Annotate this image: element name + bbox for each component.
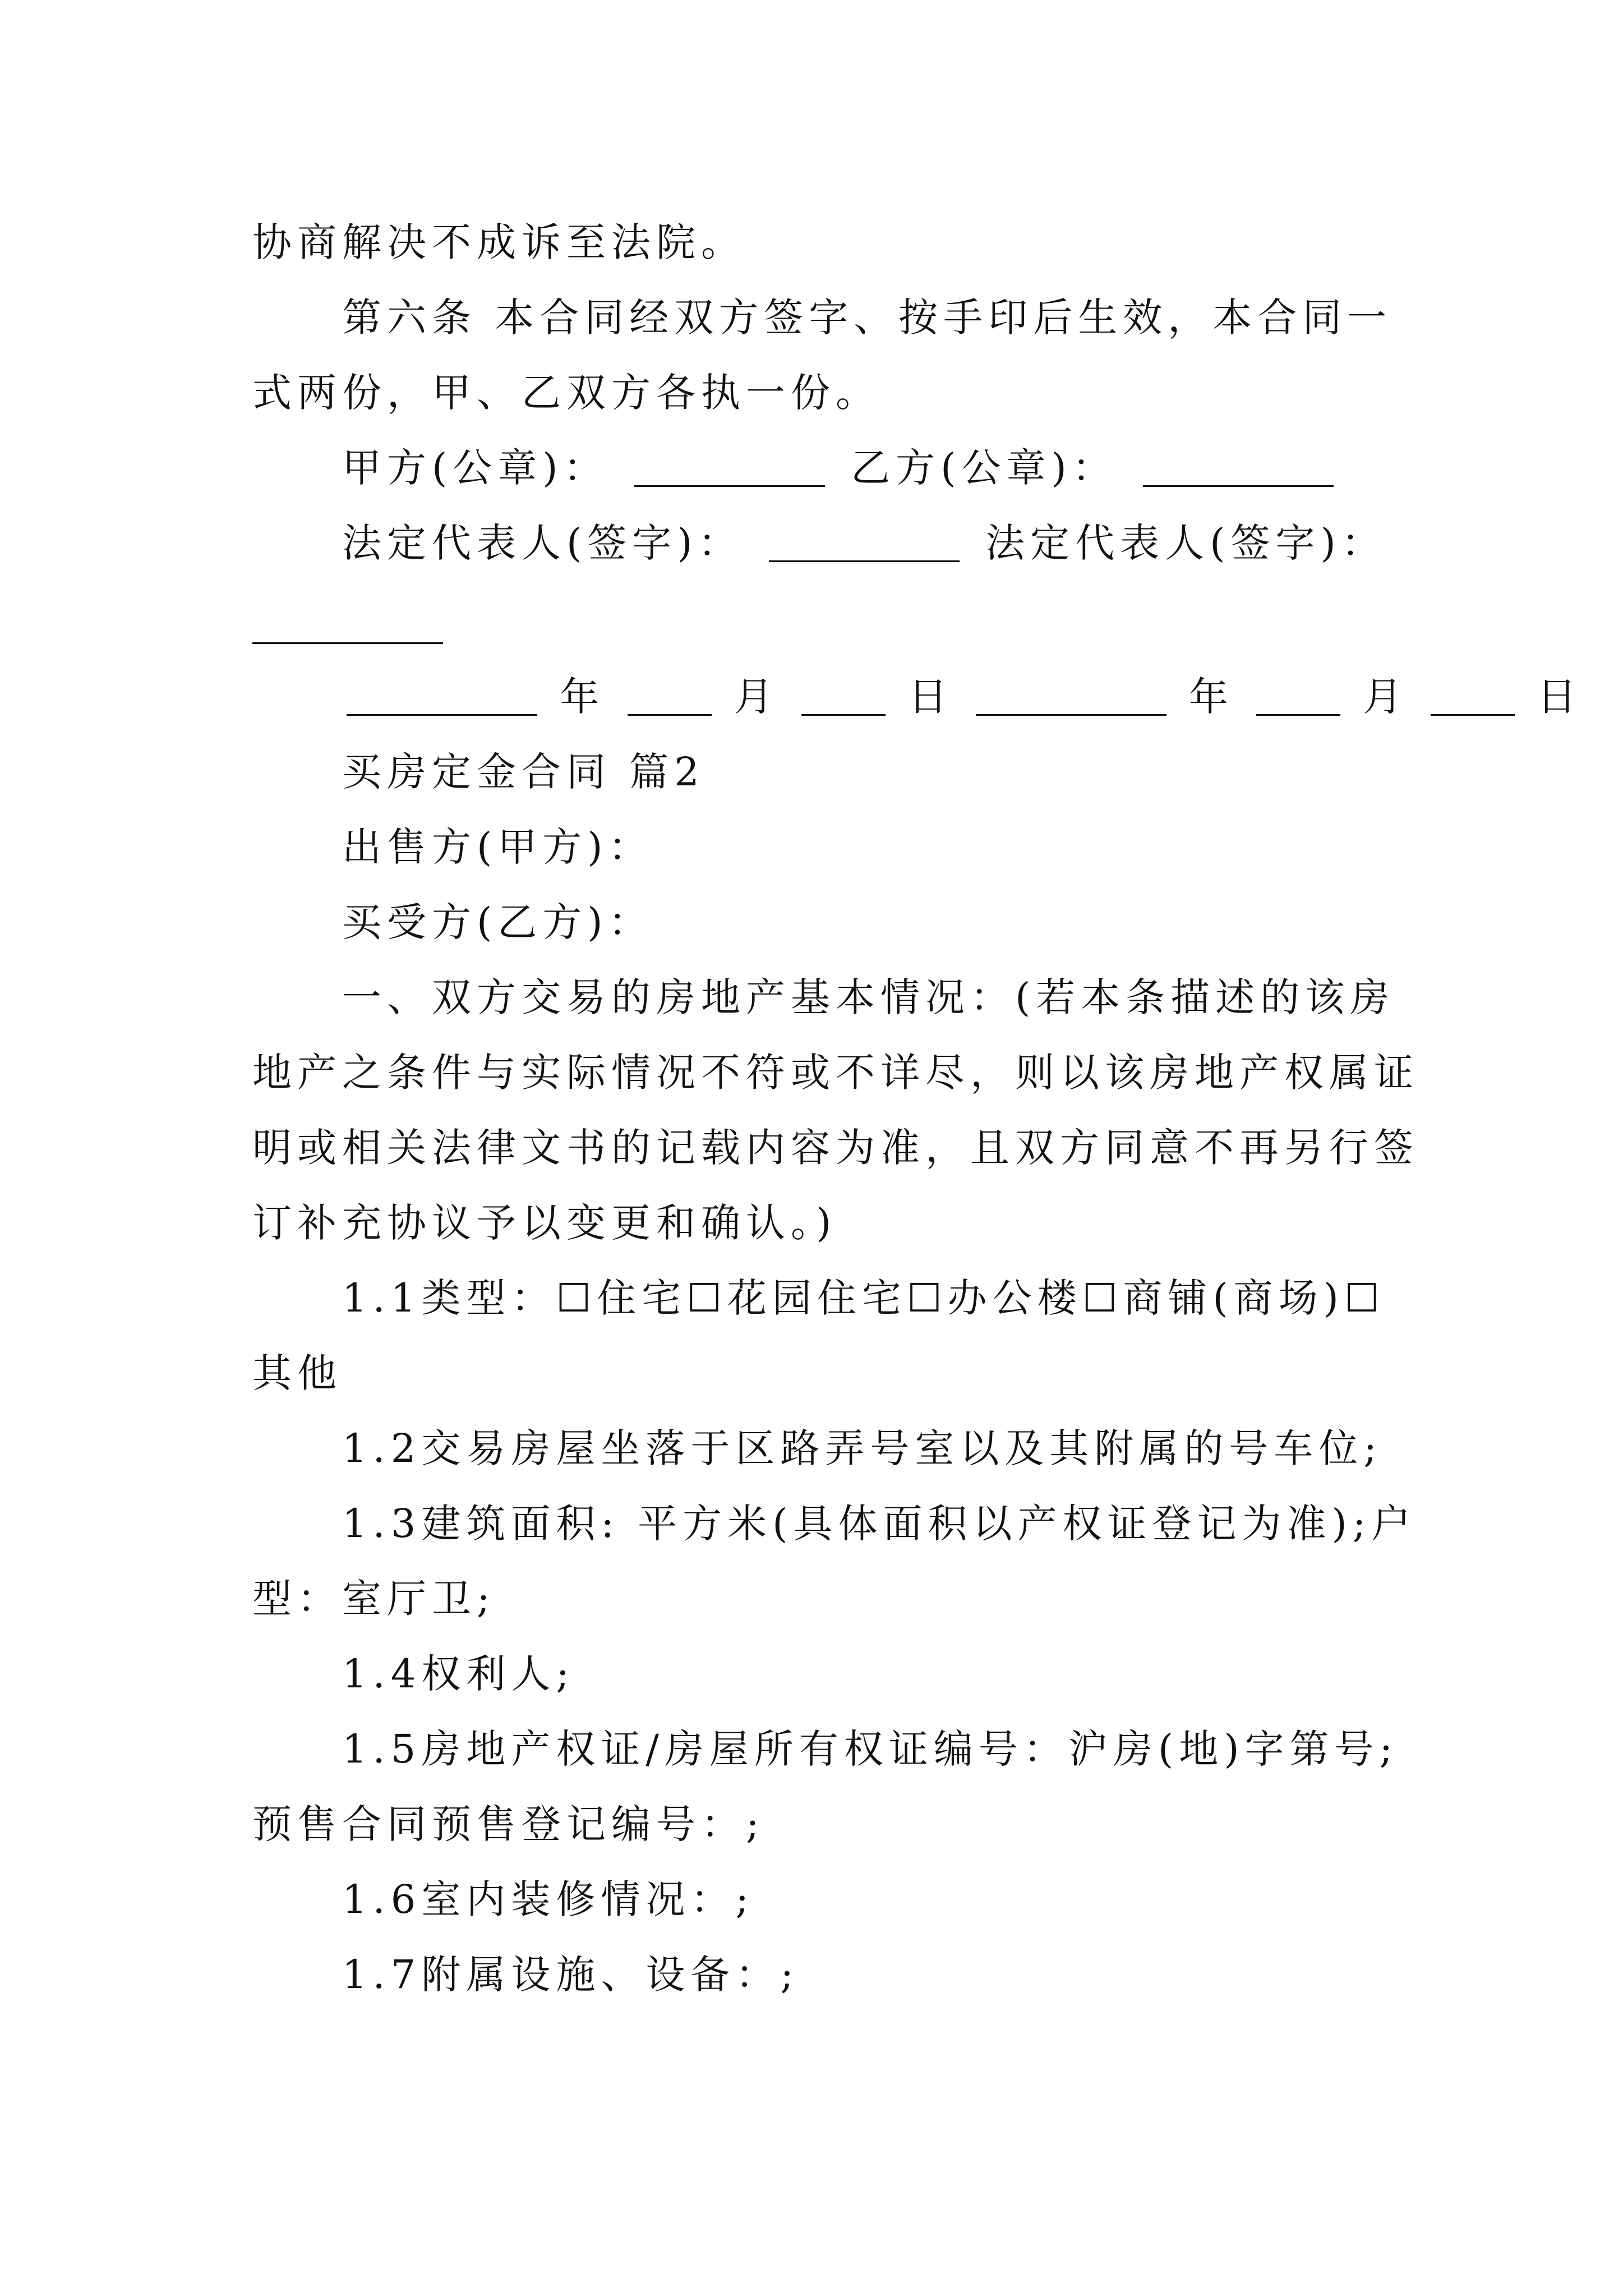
text-line [252,359,1382,426]
facilities-line [342,1941,1382,2008]
seal-line [342,434,1382,501]
area-text: 1.3建筑面积: 平方米(具体面积以产权证登记为准);户 [342,1501,1417,1547]
property-type-text: 1.1类型：☐住宅☐花园住宅☐办公楼☐商铺(商场)☐ [342,1275,1385,1321]
representative-line [342,509,1386,577]
location-line [342,1415,1382,1482]
year-blank [347,675,537,716]
contract-text: 协商解决不成诉至法院。 [252,219,746,265]
year-blank [976,675,1166,716]
clause-text: 一、双方交易的房地产基本情况：(若本条描述的该房 [342,974,1395,1020]
party-a-representative-blank [769,521,960,562]
year-label: 年 [1188,674,1234,720]
party-a-representative-label: 法定代表人(签字)： [342,520,743,566]
property-type-line [252,1340,1382,1407]
presale-text: 预售合同预售登记编号：; [252,1801,765,1847]
facilities-text: 1.7附属设施、设备：; [342,1952,799,1998]
buyer-line [342,889,1382,956]
room-type-text: 型：室厅卫; [252,1576,496,1622]
article-six-text: 第六条 本合同经双方签字、按手印后生效，本合同一 [342,295,1393,341]
room-type-line [252,1565,1382,1632]
owner-text: 1.4权利人; [342,1651,575,1697]
party-a-seal-blank [634,446,825,487]
certificate-text: 1.5房地产权证/房屋所有权证编号：沪房(地)字第号; [342,1726,1399,1772]
location-text: 1.2交易房屋坐落于区路弄号室以及其附属的号车位; [342,1425,1382,1471]
decoration-text: 1.6室内装修情况：; [342,1876,754,1922]
owner-line [342,1640,1382,1708]
day-blank [801,675,886,716]
clause-line [252,1114,1419,1181]
section-title-line [342,738,1382,806]
seller-line [342,813,1382,881]
clause-text: 订补充协议予以变更和确认。) [252,1200,837,1246]
party-b-representative-blank [252,642,443,644]
decoration-line [342,1866,1382,1933]
party-b-seal-label: 乙方(公章)： [851,445,1117,491]
seller-label: 出售方(甲方)： [342,824,653,870]
clause-line [342,964,1395,1031]
month-label: 月 [1363,674,1408,720]
clause-line [252,1039,1419,1106]
month-label: 月 [734,674,779,720]
year-label: 年 [560,674,605,720]
certificate-line [342,1715,1399,1783]
day-blank [1431,675,1515,716]
month-blank [1256,675,1340,716]
property-type-other: 其他 [252,1350,342,1396]
buyer-label: 买受方(乙方)： [342,899,653,945]
property-type-line [342,1264,1385,1332]
month-blank [628,675,712,716]
clause-line [252,1189,1382,1257]
presale-line [252,1791,1382,1858]
party-b-representative-label: 法定代表人(签字)： [985,520,1386,566]
clause-text: 地产之条件与实际情况不符或不详尽，则以该房地产权属证 [252,1050,1419,1096]
party-a-seal-label: 甲方(公章)： [342,445,608,491]
party-b-seal-blank [1143,446,1334,487]
date-line [342,663,1582,730]
area-line [342,1490,1417,1557]
text-line [252,209,1382,276]
day-label: 日 [908,674,953,720]
day-label: 日 [1537,674,1582,720]
text-line [342,284,1393,351]
clause-text: 明或相关法律文书的记载内容为准，且双方同意不再另行签 [252,1125,1419,1171]
section-title: 买房定金合同 篇2 [342,749,705,795]
contract-text: 式两份，甲、乙双方各执一份。 [252,370,880,416]
